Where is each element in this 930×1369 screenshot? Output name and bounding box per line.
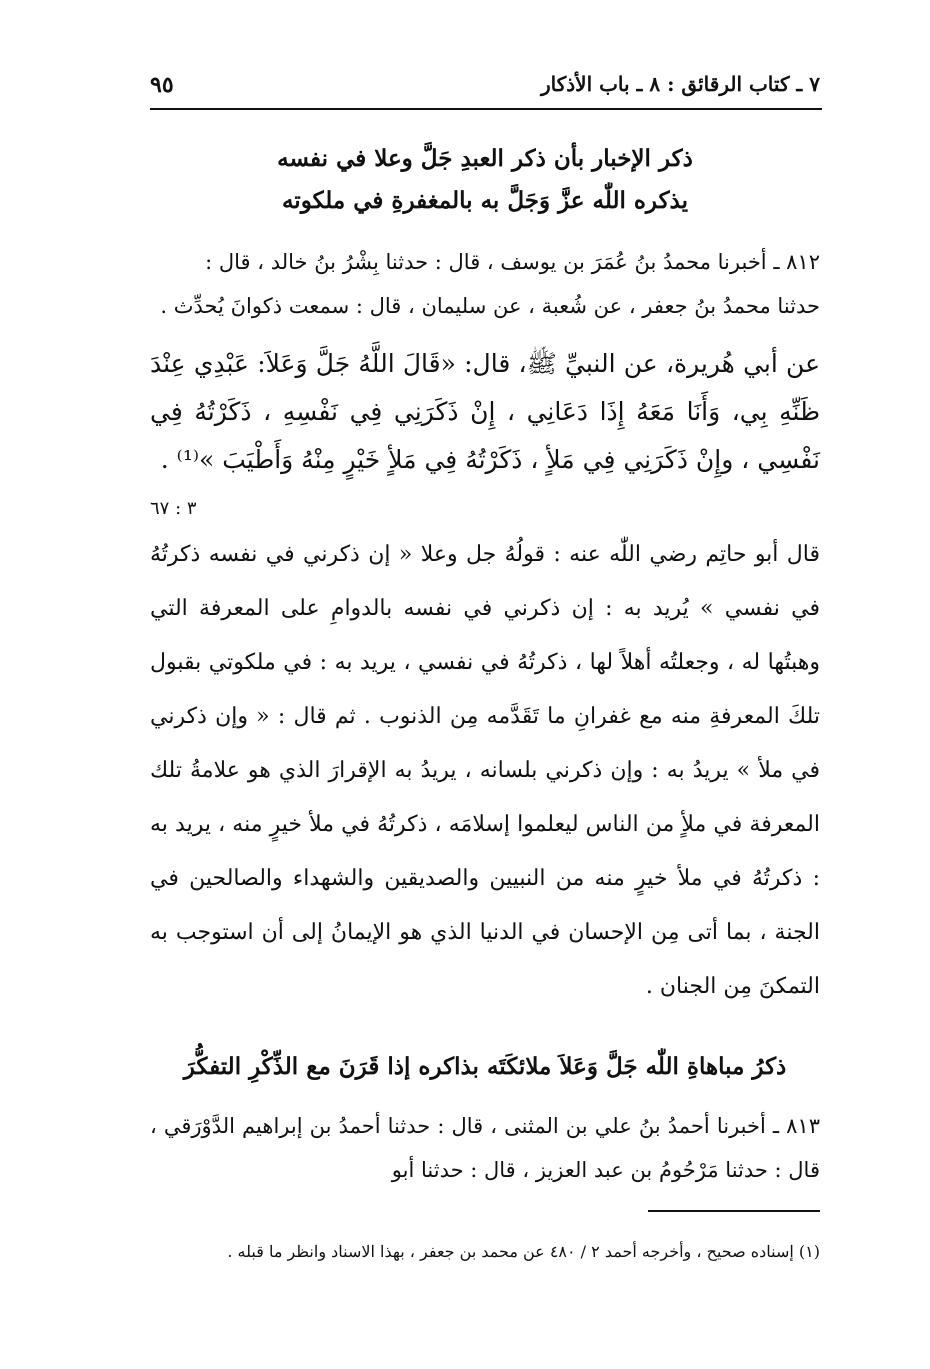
section-heading-813: [150, 1046, 820, 1088]
section-heading-812: [150, 138, 820, 222]
isnad-line-2: حدثنا محمدُ بنُ جعفر ، عن شُعبة ، عن سليمان ، قال : سمعت ذكوانَ يُحدِّث .: [160, 294, 820, 318]
hadith-812-isnad: [150, 240, 820, 328]
commentary-text: قال أبو حاتِم رضي اللّٰه عنه : قولُهُ جل وعلا « إن ذكرني في نفسه ذكرتُهُ في نفسي » يُريد به : إن ذكرني في نفسه بالدوامِ على المعرفة التي وهبتُها له ، وجعلتُه أهلاً لها ، ذكرتُهُ في نفسي ، يريد به : في ملكوتي بقبول تلكَ المعرفةِ منه مع غفرانِ ما تَقَدَّمه مِن الذنوب . ثم قال : « وإن ذكرني في ملأ » يريدُ به : وإن ذكرني بلسانه ، يريدُ به الإقرارَ الذي هو علامةُ تلك المعرفة في ملأٍ من الناس ليعلموا إسلامَه ، ذكرتُهُ في ملأ خيرٍ منه ، يريد به : ذكرتُهُ في ملأ خيرٍ منه من النبيين والصديقين والشهداء والصالحين في الجنة ، بما أتى مِن الإحسان في الدنيا الذي هو الإيمانُ إلى أن استوجب به التمكنَ مِن الجنان .: [150, 542, 821, 999]
isnad-line-1: ٨١٢ ـ أخبرنا محمدُ بنُ عُمَرَ بن يوسف ، قال : حدثنا بِشْرُ بنُ خالد ، قال :: [205, 250, 820, 274]
footnote: [150, 1238, 820, 1266]
isnad-text: ٨١٣ ـ أخبرنا أحمدُ بنُ علي بن المثنى ، قال : حدثنا أحمدُ بن إبراهيم الدَّوْرَقي ، قال : حدثنا مَرْحُومُ بن عبد العزيز ، قال : حدثنا أبو: [150, 1114, 820, 1182]
hadith-813-isnad: [150, 1104, 820, 1192]
volume-page-reference: ٣ : ٦٧: [150, 498, 197, 519]
hadith-812-matn: [150, 340, 820, 484]
running-title: ٧ ـ كتاب الرقائق : ٨ ـ باب الأذكار: [540, 72, 820, 96]
header-divider: [150, 108, 822, 110]
page-header: [150, 72, 820, 104]
hadith-text: عن أبي هُريرة، عن النبيِّ ﷺ، قال: «قَالَ اللَّهُ جَلَّ وَعَلاَ: عَبْدِي عِنْدَ ظَنِّهِ بِي، وَأَنَا مَعَهُ إِذَا دَعَانِي ، إِنْ ذَكَرَنِي فِي نَفْسِهِ ، ذَكَرْتُهُ فِي نَفْسِي ، وإِنْ ذَكَرَنِي فِي مَلأٍ ، ذَكَرْتُهُ فِي مَلأٍ خَيْرٍ مِنْهُ وَأَطْيَبَ »⁽¹⁾ .: [150, 349, 820, 474]
abu-hatim-commentary: [150, 528, 820, 1014]
footnote-text: (١) إسناده صحيح ، وأخرجه أحمد ٢ / ٤٨٠ عن محمد بن جعفر ، بهذا الاسناد وانظر ما قبله .: [227, 1242, 820, 1261]
heading-line-1: ذكر الإخبار بأن ذكر العبدِ جَلَّ وعلا في نفسه: [277, 145, 693, 172]
heading-line-2: يذكره اللّٰه عزَّ وَجَلَّ به بالمغفرةِ في ملكوته: [281, 187, 689, 214]
page-number: ٩٥: [150, 72, 174, 98]
footnote-divider: [648, 1210, 820, 1212]
heading-line: ذكرُ مباهاةِ اللّٰه جَلَّ وَعَلاَ ملائكَتَه بذاكره إذا قَرَنَ مع الذِّكْرِ التفكُّرَ: [183, 1053, 787, 1080]
